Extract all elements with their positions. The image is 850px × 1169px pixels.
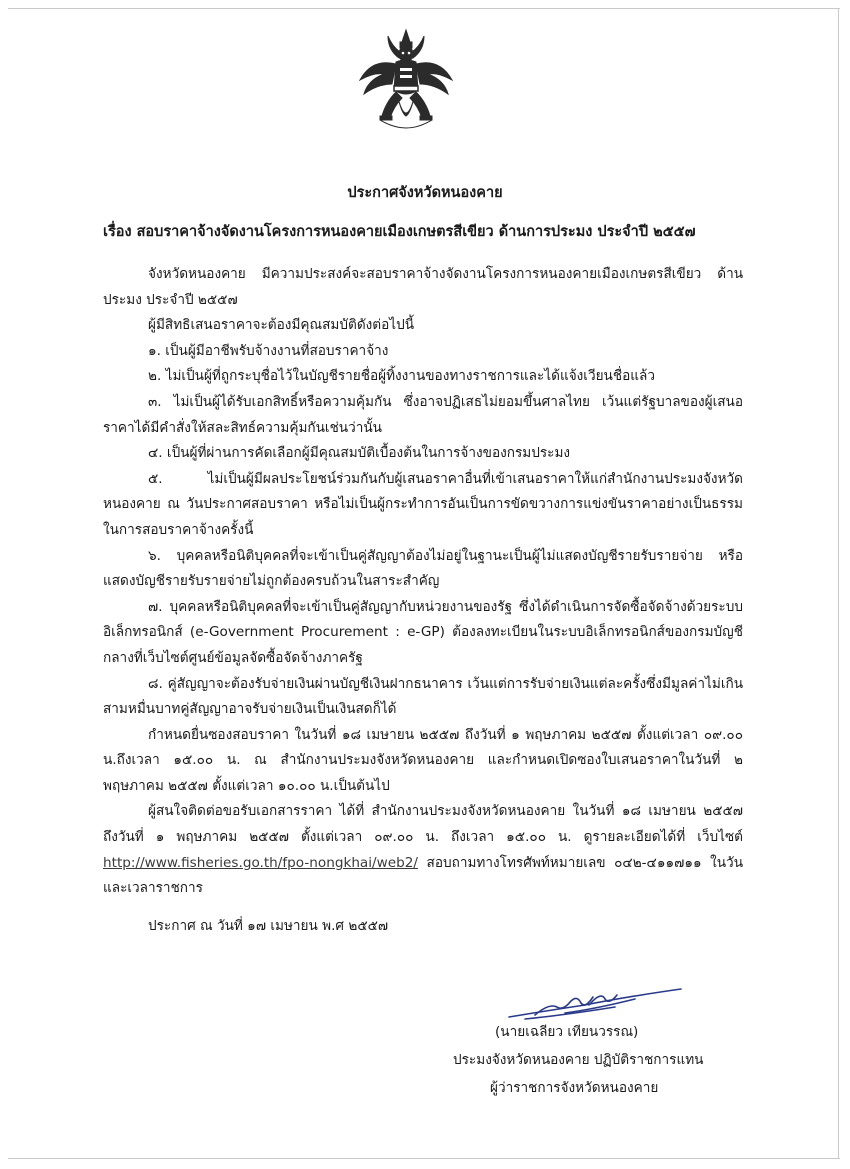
contact-paragraph [103,799,743,901]
announcement-title: ประกาศจังหวัดหนองคาย [347,185,503,201]
qualification-item-7: ๗. บุคคลหรือนิติบุคคลที่จะเข้าเป็นคู่สัญญากับหน่วยงานของรัฐ ซึ่งได้ดำเนินการจัดซื้อจัดจ้างด้วยระบบอิเล็กทรอนิกส์ (e-Government Procurement : e-GP) ต้องลงทะเบียนในระบบอิเล็กทรอนิกส์ของกรมบัญชีกลางที่เว็บไซต์ศูนย์ข้อมูลจัดซื้อจัดจ้างภาครัฐ [103,598,743,666]
qualification-item-2: ๒. ไม่เป็นผู้ที่ถูกระบุชื่อไว้ในบัญชีรายชื่อผู้ทิ้งงานของทางราชการและได้แจ้งเวียนชื่อแล้ว [148,368,655,385]
garuda-emblem-icon [358,28,454,138]
scan-edge-bottom [8,1158,840,1159]
contact-phone-text: สอบถามทางโทรศัพท์หมายเลข ๐๔๒-๔๑๑๗๑๑ ในวันและเวลาราชการ [103,854,743,897]
qualification-item-3: ๓. ไม่เป็นผู้ได้รับเอกสิทธิ์หรือความคุ้มกัน ซึ่งอาจปฏิเสธไม่ยอมขึ้นศาลไทย เว้นแต่รัฐบาลของผู้เสนอราคาได้มีคำสั่งให้สละสิทธ์ความคุ้มกันเช่นว่านั้น [103,393,743,436]
website-link[interactable]: http://www.fisheries.go.th/fpo-nongkhai/web2/ [103,854,418,871]
signer-position-secondary: ผู้ว่าราชการจังหวัดหนองคาย [490,1080,659,1096]
intro-paragraph: จังหวัดหนองคาย มีความประสงค์จะสอบราคาจ้างจัดงานโครงการหนองคายเมืองเกษตรสีเขียว ด้านประมง ประจำปี ๒๕๕๗ [103,266,743,308]
scan-edge-top [8,8,840,9]
signer-name: (นายเฉลียว เทียนวรรณ) [495,1024,639,1040]
qualification-intro: ผู้มีสิทธิเสนอราคาจะต้องมีคุณสมบัติดังต่อไปนี้ [148,317,415,334]
qualification-item-8: ๘. คู่สัญญาจะต้องรับจ่ายเงินผ่านบัญชีเงินฝากธนาคาร เว้นแต่การรับจ่ายเงินแต่ละครั้งซึ่งมีมูลค่าไม่เกินสามหมื่นบาทคู่สัญญาอาจรับจ่ายเงินเป็นเงินสดก็ได้ [103,675,743,718]
qualification-item-6: ๖. บุคคลหรือนิติบุคคลที่จะเข้าเป็นคู่สัญญาต้องไม่อยู่ในฐานะเป็นผู้ไม่แสดงบัญชีรายรับรายจ่าย หรือแสดงบัญชีรายรับรายจ่ายไม่ถูกต้องครบถ้วนในสาระสำคัญ [103,547,743,590]
announcement-subject: เรื่อง สอบราคาจ้างจัดงานโครงการหนองคายเมืองเกษตรสีเขียว ด้านการประมง ประจำปี ๒๕๕๗ [103,224,696,240]
schedule-paragraph: กำหนดยื่นซองสอบราคา ในวันที่ ๑๘ เมษายน ๒๕๕๗ ถึงวันที่ ๑ พฤษภาคม ๒๕๕๗ ตั้งแต่เวลา ๐๙.๐๐ น.ถึงเวลา ๑๕.๐๐ น. ณ สำนักงานประมงจังหวัดหนองคาย และกำหนดเปิดซองใบเสนอราคาในวันที่ ๒ พฤษภาคม ๒๕๕๗ ตั้งแต่เวลา ๑๐.๐๐ น.เป็นต้นไป [103,726,743,794]
qualification-item-5: ๕. ไม่เป็นผู้มีผลประโยชน์ร่วมกันกับผู้เสนอราคาอื่นที่เข้าเสนอราคาให้แก่สำนักงานประมงจังหวัดหนองคาย ณ วันประกาศสอบราคา หรือไม่เป็นผู้กระทำการอันเป็นการขัดขวางการแข่งขันราคาอย่างเป็นธรรมในการสอบราคาจ้างครั้งนี้ [103,470,743,538]
qualification-item-4: ๔. เป็นผู้ที่ผ่านการคัดเลือกผู้มีคุณสมบัติเบื้องต้นในการจ้างของกรมประมง [148,445,571,462]
announcement-body [103,262,743,902]
signer-position: ประมงจังหวัดหนองคาย ปฏิบัติราชการแทน [453,1052,704,1068]
qualification-item-1: ๑. เป็นผู้มีอาชีพรับจ้างงานที่สอบราคาจ้าง [148,342,389,359]
contact-text: ผู้สนใจติดต่อขอรับเอกสารราคา ได้ที่ สำนักงานประมงจังหวัดหนองคาย ในวันที่ ๑๘ เมษายน ๒๕๕๗ ถึงวันที่ ๑ พฤษภาคม ๒๕๕๗ ตั้งแต่เวลา ๐๙.๐๐ น. ถึงเวลา ๑๕.๐๐ น. ดูรายละเอียดได้ที่ เว็บไซต์ [103,803,743,846]
announcement-date: ประกาศ ณ วันที่ ๑๗ เมษายน พ.ศ ๒๕๕๗ [148,918,389,934]
